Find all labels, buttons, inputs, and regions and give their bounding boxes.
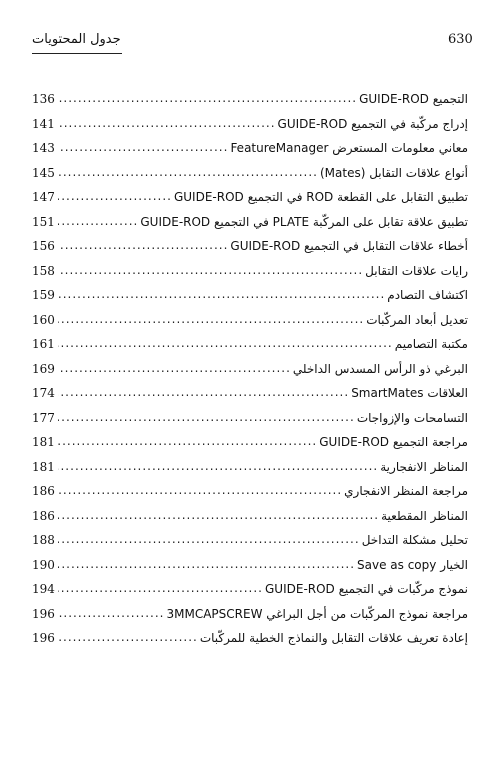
toc-entry[interactable] (32, 455, 468, 480)
dot-leader (58, 265, 363, 277)
toc-entry[interactable] (32, 308, 468, 333)
toc-entry-page: 186 (32, 508, 55, 523)
toc-entry-title: مراجعة المنظر الانفجاري (344, 484, 468, 498)
dot-leader (58, 142, 228, 154)
toc-entry[interactable] (32, 553, 468, 578)
dot-leader (58, 632, 198, 644)
header-underline (32, 53, 122, 54)
toc-entry-title: إعادة تعريف علاقات التقابل والنماذج الخطية للمركّبات (199, 631, 468, 645)
toc-entry-page: 174 (32, 386, 55, 400)
dot-leader (58, 583, 263, 595)
page-number: 630 (448, 32, 473, 47)
toc-entry-page: 160 (32, 312, 55, 327)
toc-entry-title: معاني معلومات المستعرض FeatureManager (230, 141, 468, 155)
dot-leader (58, 191, 172, 203)
toc-entry[interactable] (32, 602, 468, 627)
toc-entry[interactable] (32, 136, 468, 161)
dot-leader (58, 436, 317, 448)
toc-entry-title: إدراج مركّبة في التجميع GUIDE-ROD (277, 116, 468, 131)
toc-entry[interactable] (32, 381, 468, 406)
toc-entry[interactable] (32, 112, 468, 137)
toc-entry-page: 169 (32, 361, 55, 376)
dot-leader (58, 534, 360, 546)
running-header-title: جدول المحتويات (32, 32, 121, 47)
toc-entry[interactable] (32, 406, 468, 431)
toc-entry[interactable] (32, 283, 468, 308)
toc-entry-page: 161 (32, 337, 55, 351)
toc-entry-page: 151 (32, 214, 55, 229)
toc-entry[interactable] (32, 87, 468, 112)
toc-entry-page: 159 (32, 288, 55, 302)
dot-leader (58, 314, 364, 326)
toc-entry-title: نموذج مركّبات في التجميع GUIDE-ROD (265, 582, 468, 596)
toc-entry[interactable] (32, 161, 468, 186)
dot-leader (58, 240, 228, 252)
toc-entry-title: التسامحات والإزواجات (356, 410, 468, 425)
toc-entry-page: 136 (32, 92, 55, 106)
toc-entry-page: 156 (32, 239, 55, 253)
dot-leader (58, 608, 164, 620)
toc-entry-title: رايات علاقات التقابل (365, 263, 468, 278)
toc-entry-title: اكتشاف التصادم (387, 288, 468, 302)
toc-entry-title: أنواع علاقات التقابل (Mates) (319, 165, 468, 180)
dot-leader (58, 387, 349, 399)
toc-entry-title: تحليل مشكلة التداخل (361, 533, 468, 547)
toc-entry-title: تعديل أبعاد المركّبات (366, 312, 468, 327)
toc-entry-page: 190 (32, 557, 55, 572)
toc-entry-title: البرغي ذو الرأس المسدس الداخلي (292, 361, 468, 376)
toc-entry[interactable] (32, 259, 468, 284)
page-header (32, 30, 473, 56)
dot-leader (58, 363, 291, 375)
toc-entry-page: 188 (32, 533, 55, 547)
toc-entry-title: مراجعة التجميع GUIDE-ROD (319, 435, 468, 449)
toc-entry[interactable] (32, 332, 468, 357)
dot-leader (58, 289, 385, 301)
toc-entry-page: 145 (32, 165, 55, 180)
toc-entry-title: الخيار Save as copy (357, 557, 468, 572)
toc-entry-page: 194 (32, 582, 55, 596)
dot-leader (58, 412, 355, 424)
toc-entry[interactable] (32, 626, 468, 651)
toc-entry-title: التجميع GUIDE-ROD (359, 92, 468, 106)
dot-leader (58, 93, 357, 105)
dot-leader (58, 510, 379, 522)
toc-entry-title: مكتبة التصاميم (394, 337, 468, 351)
dot-leader (58, 338, 393, 350)
toc-entry-page: 181 (32, 459, 55, 474)
toc-entry-page: 141 (32, 116, 55, 131)
toc-entry-page: 196 (32, 631, 55, 645)
toc-entry[interactable] (32, 430, 468, 455)
toc-entry-page: 143 (32, 141, 55, 155)
toc-entry[interactable] (32, 479, 468, 504)
toc-entry-title: المناظر المقطعية (381, 508, 468, 523)
toc-entry-page: 196 (32, 606, 55, 621)
toc-entry-page: 158 (32, 263, 55, 278)
dot-leader (58, 485, 342, 497)
toc-entry-title: أخطاء علاقات التقابل في التجميع GUIDE-ROD (230, 239, 468, 253)
toc-entry[interactable] (32, 234, 468, 259)
dot-leader (58, 118, 276, 130)
dot-leader (58, 559, 355, 571)
dot-leader (58, 461, 378, 473)
toc-entry[interactable] (32, 185, 468, 210)
toc-entry-title: تطبيق التقابل على القطعة ROD في التجميع GUIDE-ROD (173, 190, 468, 204)
toc-entry-title: تطبيق علاقة تقابل على المركّبة PLATE في التجميع GUIDE-ROD (140, 214, 468, 229)
toc-entry[interactable] (32, 357, 468, 382)
toc-entry-title: المناظر الانفجارية (380, 459, 468, 474)
toc-entry[interactable] (32, 210, 468, 235)
toc-entry-page: 147 (32, 190, 55, 204)
toc-entry-title: مراجعة نموذج المركّبات من أجل البراغي 3MMCAPSCREW (166, 606, 468, 621)
table-of-contents (32, 87, 468, 651)
toc-entry-page: 186 (32, 484, 55, 498)
dot-leader (58, 167, 318, 179)
toc-entry-page: 181 (32, 435, 55, 449)
toc-entry[interactable] (32, 528, 468, 553)
toc-entry-title: العلاقات SmartMates (351, 386, 468, 400)
toc-entry[interactable] (32, 577, 468, 602)
dot-leader (58, 216, 138, 228)
toc-entry-page: 177 (32, 410, 55, 425)
toc-entry[interactable] (32, 504, 468, 529)
